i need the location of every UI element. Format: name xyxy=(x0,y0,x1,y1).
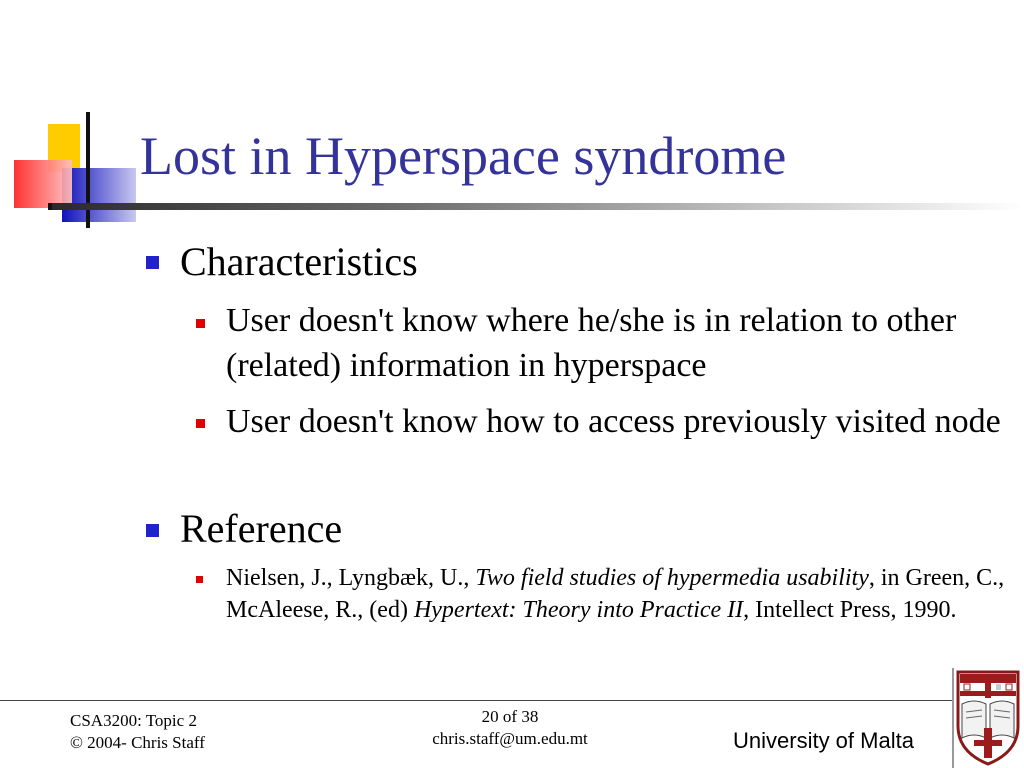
citation-book-title: Hypertext: Theory into Practice II xyxy=(413,597,744,623)
reference-citation xyxy=(226,562,1016,626)
citation-article-title: Two field studies of hypermedia usability xyxy=(475,565,869,591)
bullet-reference: Reference xyxy=(180,506,343,551)
citation-publisher: , Intellect Press, 1990. xyxy=(743,597,957,623)
footer-course: CSA3200: Topic 2 xyxy=(70,711,197,730)
university-crest-logo xyxy=(952,668,1024,768)
bullet-characteristics: Characteristics xyxy=(180,239,418,284)
slide-title: Lost in Hyperspace syndrome xyxy=(140,126,787,186)
bullet-marker xyxy=(146,524,159,537)
footer-copyright: © 2004- Chris Staff xyxy=(70,733,205,752)
sub-bullet-marker xyxy=(196,576,203,583)
footer-university: University of Malta xyxy=(733,728,914,753)
citation-authors: Nielsen, J., Lyngbæk, U., xyxy=(226,565,476,591)
footer-left xyxy=(70,710,205,754)
footer-center xyxy=(360,706,660,750)
sub-bullet-marker xyxy=(196,319,205,328)
sub-bullet-item: User doesn't know how to access previously visited node xyxy=(226,403,1001,440)
citation-editors: , in Green, C., McAleese, R., (ed) xyxy=(226,565,1005,623)
sub-bullet-item: User doesn't know where he/she is in relation to other (related) information in hyperspace xyxy=(226,302,957,384)
footer-divider xyxy=(0,700,1024,701)
page-number: 20 of 38 xyxy=(481,707,539,726)
bullet-marker xyxy=(146,256,159,269)
footer-email: chris.staff@um.edu.mt xyxy=(432,729,588,748)
sub-bullet-marker xyxy=(196,419,205,428)
